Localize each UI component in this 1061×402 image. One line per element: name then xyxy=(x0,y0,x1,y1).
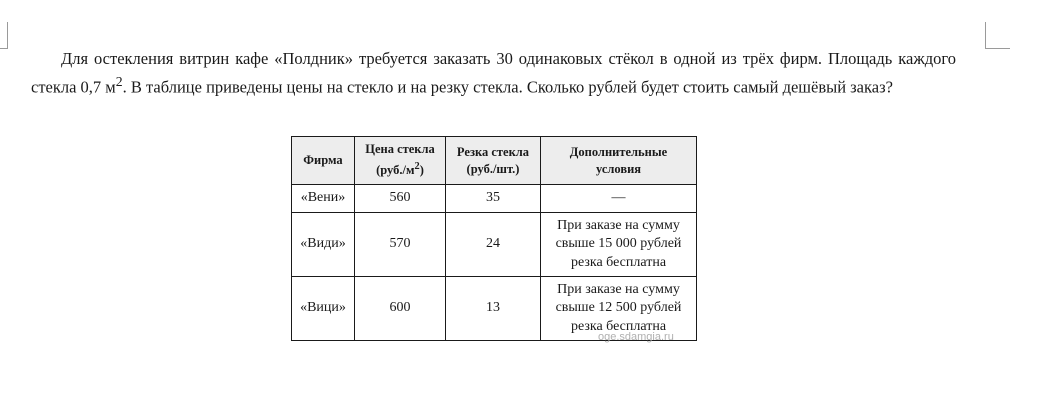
header-firm xyxy=(292,137,355,185)
cell-extra-line1: При заказе на сумму xyxy=(557,217,680,233)
cell-extra xyxy=(541,185,697,213)
header-extra-line1: Дополнительные xyxy=(569,144,668,159)
header-cut-line1: Резка стекла xyxy=(456,144,530,159)
cell-cut-price: 13 xyxy=(446,277,541,341)
page-corner-mark-left xyxy=(0,22,8,49)
header-glass-price xyxy=(355,137,446,185)
cell-glass-price: 600 xyxy=(355,277,446,341)
header-cut-price xyxy=(446,137,541,185)
problem-statement xyxy=(31,47,956,99)
cell-firm: «Вени» xyxy=(292,185,355,213)
cell-extra xyxy=(541,213,697,277)
header-firm-label: Фирма xyxy=(303,153,343,167)
table-row xyxy=(292,185,697,213)
header-glass-price-line1: Цена стекла xyxy=(365,142,435,157)
problem-superscript: 2 xyxy=(115,74,123,89)
table-row xyxy=(292,213,697,277)
cell-extra-line3: резка бесплатна xyxy=(570,318,667,334)
cell-extra-line1: — xyxy=(611,190,626,206)
header-extra-line2: условия xyxy=(595,161,642,176)
cell-glass-price: 560 xyxy=(355,185,446,213)
cell-firm: «Вици» xyxy=(292,277,355,341)
watermark: oge.sdamgia.ru xyxy=(598,331,674,343)
price-table xyxy=(291,136,697,341)
header-glass-price-line2: (руб./м xyxy=(376,163,415,178)
problem-text-rest: . В таблице приведены цены на стекло и на резку стекла. Сколько рублей будет стоить самый дешёвый заказ? xyxy=(122,77,893,97)
cell-cut-price: 35 xyxy=(446,185,541,213)
cell-extra-line2: свыше 12 500 рублей xyxy=(555,300,682,316)
page-corner-mark-right xyxy=(985,22,1010,49)
table-header-row xyxy=(292,137,697,185)
cell-firm: «Види» xyxy=(292,213,355,277)
cell-extra-line3: резка бесплатна xyxy=(570,254,667,270)
header-cut-line2: (руб./шт.) xyxy=(466,161,520,176)
problem-text-main: Для остекления витрин кафе «Полдник» требуется заказать 30 одинаковых стёкол в одной из трёх фирм. Площадь каждого стекла 0,7 м xyxy=(31,49,956,97)
cell-extra-line1: При заказе на сумму xyxy=(557,281,680,297)
header-glass-price-suffix: ) xyxy=(419,163,424,178)
cell-extra-line2: свыше 15 000 рублей xyxy=(555,236,682,252)
cell-glass-price: 570 xyxy=(355,213,446,277)
header-glass-price-sup: 2 xyxy=(414,161,420,173)
header-extra-conditions xyxy=(541,137,697,185)
cell-cut-price: 24 xyxy=(446,213,541,277)
